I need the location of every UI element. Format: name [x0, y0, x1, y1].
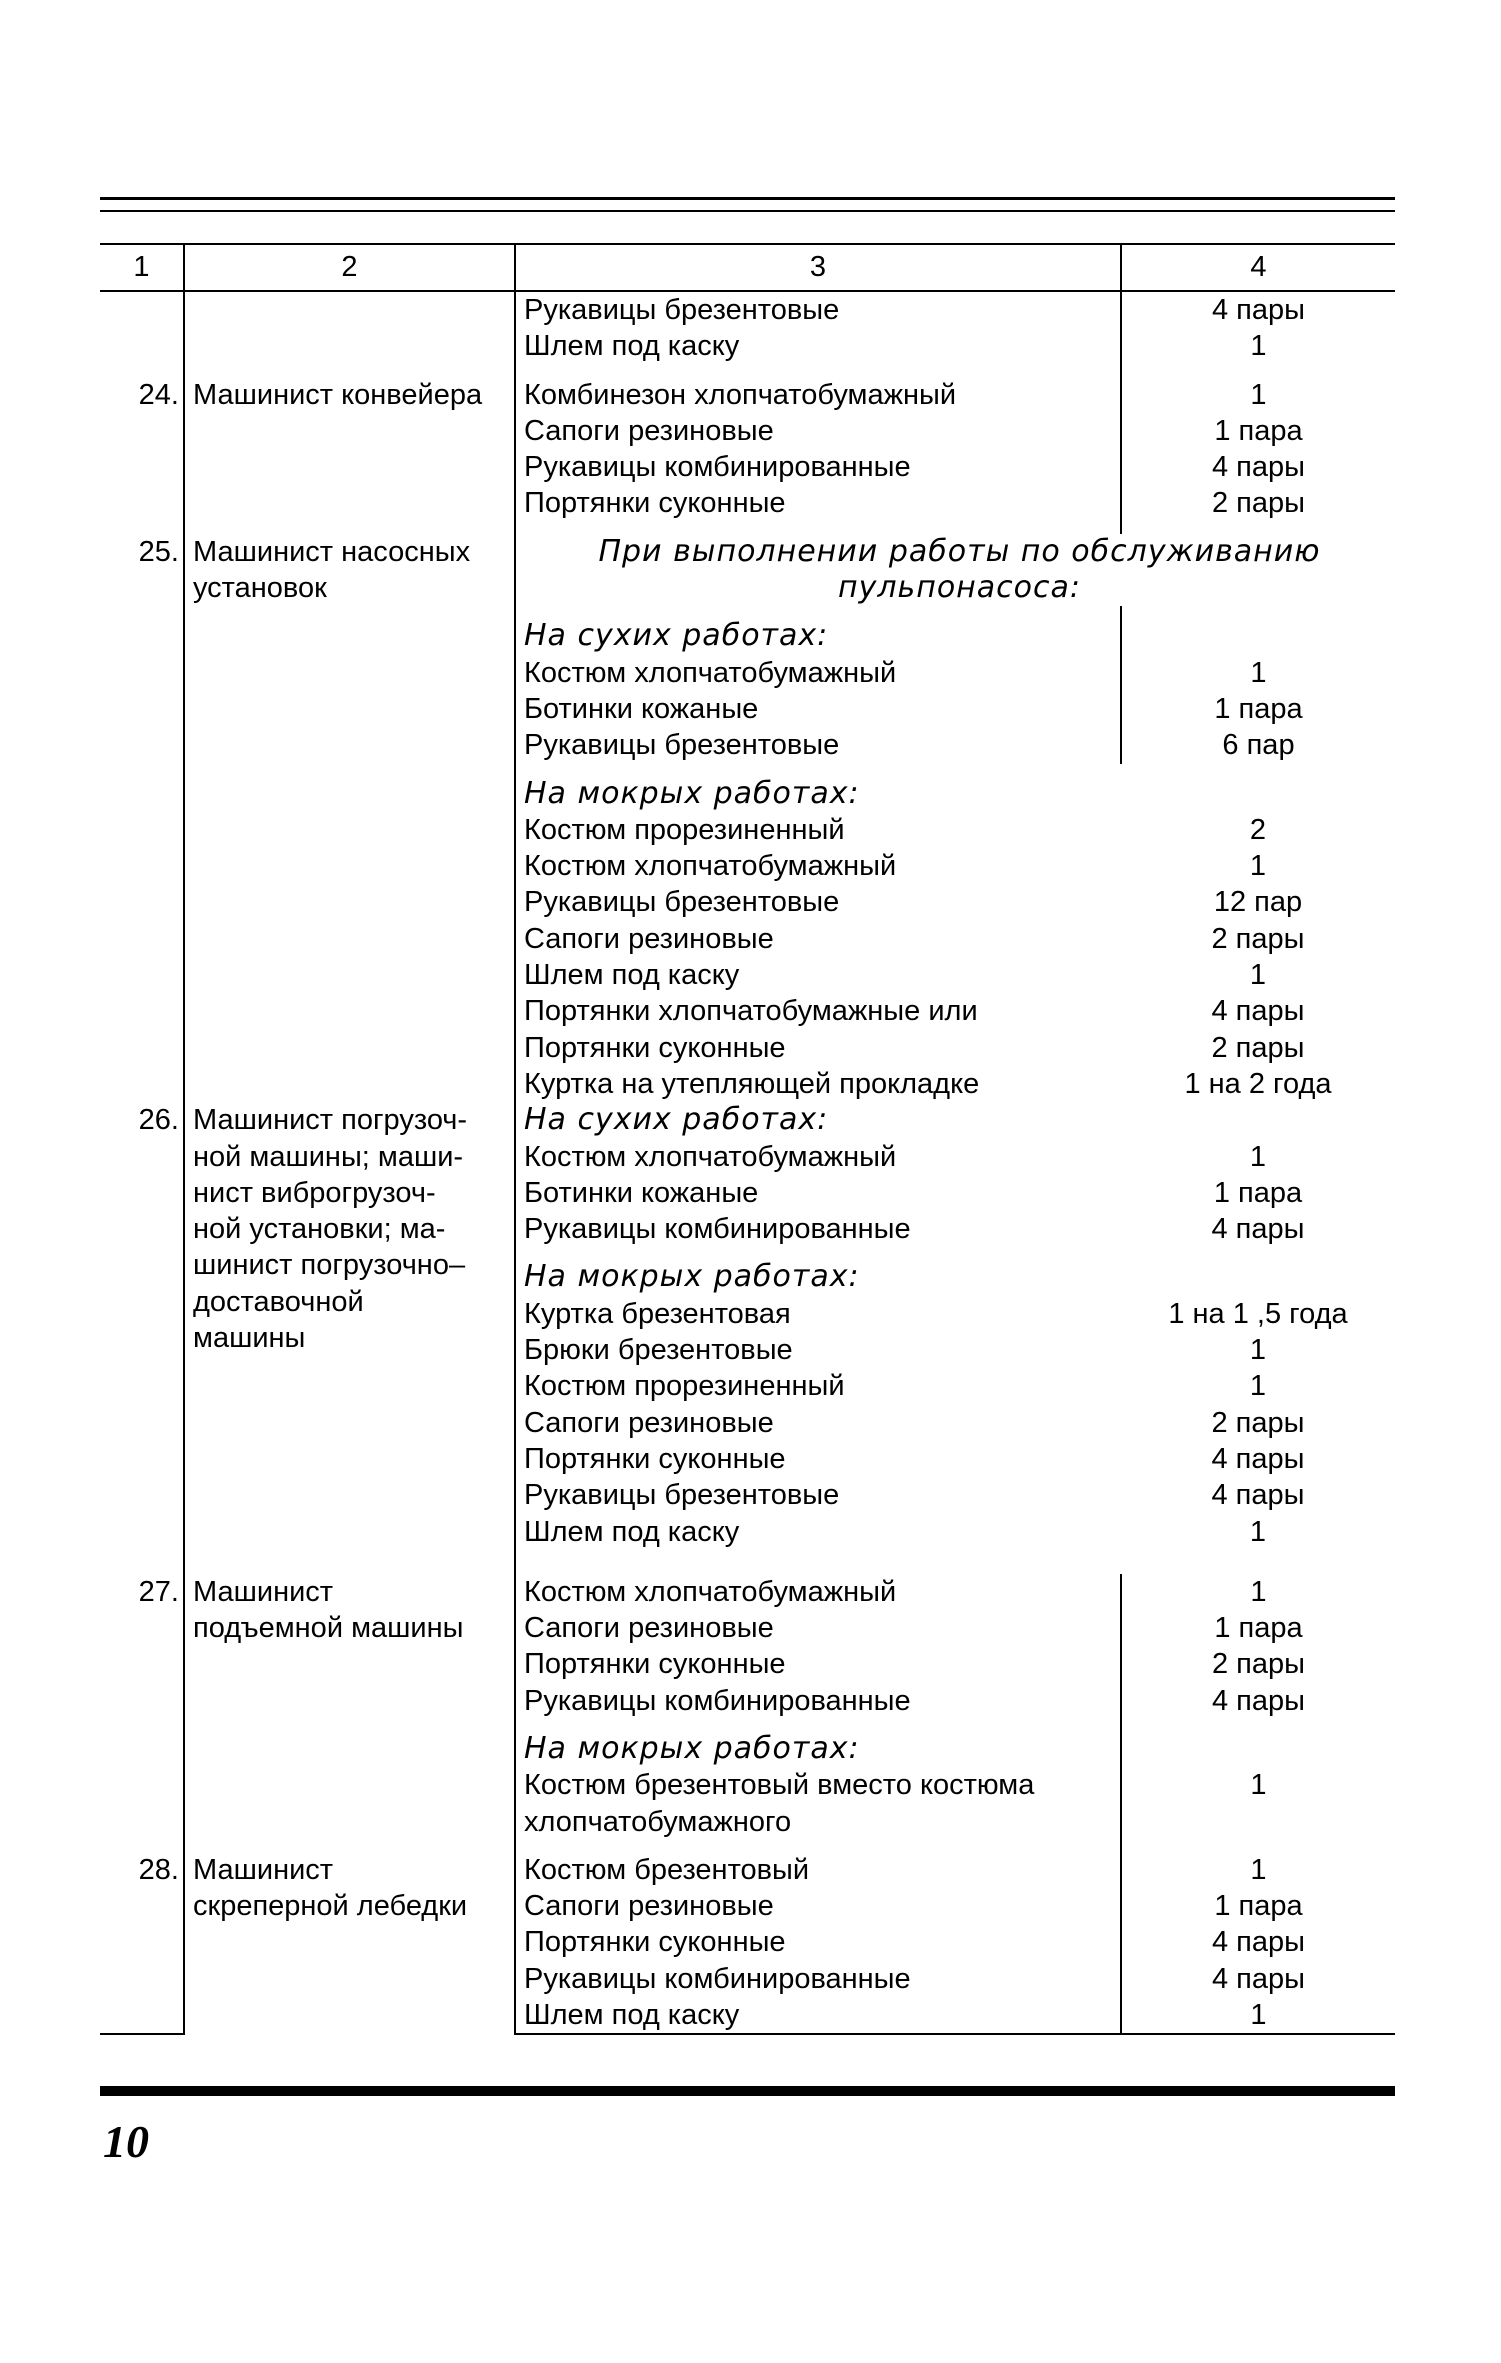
item-name: Костюм хлопчатобумажный: [515, 848, 1121, 884]
item-name: Куртка на утепляющей прокладке: [515, 1066, 1121, 1102]
item-qty: 1: [1121, 655, 1395, 691]
table-row: [100, 993, 1395, 1029]
entry-number: 24.: [138, 378, 179, 411]
item-qty: 1: [1121, 328, 1395, 364]
table-row: [100, 884, 1395, 920]
header-row: [100, 244, 1395, 291]
item-name: Шлем под каску: [515, 328, 1121, 364]
norms-table: [100, 243, 1395, 2035]
profession-line: ной машины; маши-: [193, 1140, 464, 1173]
item-qty: 1: [1249, 1140, 1267, 1173]
profession: [184, 1574, 515, 1852]
header-col-4: 4: [1121, 244, 1395, 291]
item-name: Костюм хлопчатобумажный: [515, 1139, 1121, 1175]
item-name: Портянки хлопчатобумажные или: [515, 993, 1121, 1029]
item-qty: 1 на 2 года: [1184, 1067, 1332, 1100]
item-qty: 1: [1249, 1334, 1267, 1367]
item-name: Рукавицы комбинированные: [515, 449, 1121, 485]
subsection-heading: На мокрых работах:: [515, 776, 1121, 812]
item-name: Портянки суконные: [515, 1646, 1121, 1682]
table-row: [100, 485, 1395, 521]
table-row: [100, 1852, 1395, 1888]
item-qty: 2 пары: [1211, 1031, 1305, 1064]
table-row: [100, 1030, 1395, 1066]
profession-line: Машинист: [193, 1575, 334, 1608]
page-number: 10: [103, 2116, 149, 2167]
table-row: [100, 377, 1395, 413]
item-name: Брюки брезентовые: [515, 1332, 1121, 1368]
subsection-heading: На сухих работах:: [515, 1102, 1121, 1138]
entry-number: 27.: [138, 1575, 179, 1608]
header-col-2: 2: [184, 244, 515, 291]
item-name: Рукавицы комбинированные: [515, 1961, 1121, 1997]
item-qty: 1 пара: [1121, 1610, 1395, 1646]
table-row: [100, 618, 1395, 654]
item-qty: 4 пары: [1121, 291, 1395, 328]
item-name: Портянки суконные: [515, 1924, 1121, 1960]
item-qty: 1: [1249, 1515, 1267, 1548]
item-name: Портянки суконные: [515, 1441, 1121, 1477]
table-row: [100, 812, 1395, 848]
header-col-3: 3: [515, 244, 1121, 291]
item-name: Рукавицы брезентовые: [515, 291, 1121, 328]
section-note-line: При выполнении работы по обслуживанию: [598, 533, 1321, 569]
table-row: [100, 291, 1395, 328]
item-name: Костюм хлопчатобумажный: [515, 1574, 1121, 1610]
item-name: [515, 1767, 1121, 1840]
item-name: Костюм брезентовый: [515, 1852, 1121, 1888]
item-qty: 2 пары: [1211, 1406, 1305, 1439]
table-row: [100, 776, 1395, 812]
profession-line: машины: [193, 1322, 306, 1355]
table-row: [100, 413, 1395, 449]
item-name: Костюм прорезиненный: [515, 812, 1121, 848]
profession-line: подъемной машины: [193, 1612, 464, 1645]
profession-line: Машинист погрузоч-: [193, 1104, 468, 1137]
section-note-line: пульпонасоса:: [837, 569, 1082, 605]
item-name: Портянки суконные: [515, 1030, 1121, 1066]
item-qty: 1 пара: [1121, 1888, 1395, 1924]
item-name: Рукавицы брезентовые: [515, 1477, 1121, 1513]
item-qty: 2 пары: [1211, 922, 1305, 955]
item-name: Сапоги резиновые: [515, 1610, 1121, 1646]
entry-number: 25.: [138, 535, 179, 568]
item-name: Сапоги резиновые: [515, 413, 1121, 449]
table-row: [100, 328, 1395, 364]
item-qty: 1 пара: [1121, 413, 1395, 449]
item-qty: 4 пары: [1211, 1479, 1305, 1512]
profession-line: доставочной: [193, 1285, 364, 1318]
bottom-rule: [100, 2086, 1395, 2096]
profession-line: установок: [193, 572, 327, 605]
item-name: Шлем под каску: [515, 1514, 1121, 1550]
item-name: Рукавицы комбинированные: [515, 1683, 1121, 1719]
table-row: [100, 921, 1395, 957]
item-name-line: хлопчатобумажного: [524, 1805, 792, 1838]
table-row: [100, 957, 1395, 993]
item-name: Сапоги резиновые: [515, 1405, 1121, 1441]
profession-line: Машинист насосных: [193, 535, 471, 568]
item-qty: 2 пары: [1121, 1646, 1395, 1682]
profession-line: нист виброгрузоч-: [193, 1176, 436, 1209]
table-row: [100, 449, 1395, 485]
table-row: [100, 848, 1395, 884]
item-qty: 1 на 1 ,5 года: [1168, 1297, 1348, 1330]
item-qty: 2: [1249, 813, 1267, 846]
subsection-heading: На мокрых работах:: [515, 1731, 1121, 1767]
table-row: [100, 727, 1395, 763]
item-name: Ботинки кожаные: [515, 691, 1121, 727]
item-qty: 1: [1121, 1852, 1395, 1888]
profession-line: скреперной лебедки: [193, 1890, 468, 1923]
item-qty: 1: [1121, 1997, 1395, 2034]
item-qty: 4 пары: [1211, 1442, 1305, 1475]
table-row: [100, 1066, 1395, 1102]
profession: [184, 1102, 515, 1574]
header-col-1: 1: [100, 244, 184, 291]
entry-number: 28.: [138, 1853, 179, 1886]
item-name: Шлем под каску: [515, 957, 1121, 993]
profession-line: шинист погрузочно–: [193, 1249, 466, 1282]
item-qty: 6 пар: [1121, 727, 1395, 763]
table-row: [100, 1102, 1395, 1138]
item-qty: 4 пары: [1211, 995, 1305, 1028]
item-qty: 1: [1249, 1370, 1267, 1403]
profession-line: ной установки; ма-: [193, 1213, 446, 1246]
item-qty: 1: [1249, 959, 1267, 992]
table-row: [100, 1574, 1395, 1610]
item-name: Портянки суконные: [515, 485, 1121, 521]
item-name: Сапоги резиновые: [515, 921, 1121, 957]
item-qty: 1: [1121, 1767, 1395, 1840]
table-row: [100, 534, 1395, 607]
item-qty: 4 пары: [1121, 449, 1395, 485]
item-qty: 1 пара: [1121, 691, 1395, 727]
item-qty: 4 пары: [1121, 1924, 1395, 1960]
profession: Машинист конвейера: [184, 377, 515, 413]
item-name: Шлем под каску: [515, 1997, 1121, 2034]
item-name: Рукавицы брезентовые: [515, 884, 1121, 920]
item-name: Рукавицы комбинированные: [515, 1211, 1121, 1247]
section-note: [515, 534, 1395, 607]
item-name: Куртка брезентовая: [515, 1296, 1121, 1332]
item-name: Ботинки кожаные: [515, 1175, 1121, 1211]
item-name: Костюм хлопчатобумажный: [515, 655, 1121, 691]
item-qty: 2 пары: [1121, 485, 1395, 521]
item-qty: 4 пары: [1121, 1683, 1395, 1719]
item-name: Сапоги резиновые: [515, 1888, 1121, 1924]
subsection-heading: На сухих работах:: [515, 618, 1121, 654]
subsection-heading: На мокрых работах:: [515, 1259, 1121, 1295]
entry-number: 26.: [138, 1104, 179, 1137]
profession-line: Машинист: [193, 1853, 334, 1886]
item-qty: 1: [1249, 850, 1267, 883]
item-qty: 12 пар: [1213, 886, 1303, 919]
top-rule: [100, 197, 1395, 200]
item-qty: 1 пара: [1213, 1176, 1303, 1209]
item-name: Комбинезон хлопчатобумажный: [515, 377, 1121, 413]
profession: [184, 1852, 515, 2034]
item-name: Костюм прорезиненный: [515, 1368, 1121, 1404]
item-qty: 1: [1121, 377, 1395, 413]
item-qty: 4 пары: [1211, 1213, 1305, 1246]
item-name: Рукавицы брезентовые: [515, 727, 1121, 763]
table-row: [100, 691, 1395, 727]
item-name-line: Костюм брезентовый вместо костюма: [524, 1769, 1035, 1802]
item-qty: 1: [1121, 1574, 1395, 1610]
top-rule-thin: [100, 210, 1395, 212]
profession: [184, 534, 515, 607]
item-qty: 4 пары: [1121, 1961, 1395, 1997]
table-row: [100, 655, 1395, 691]
